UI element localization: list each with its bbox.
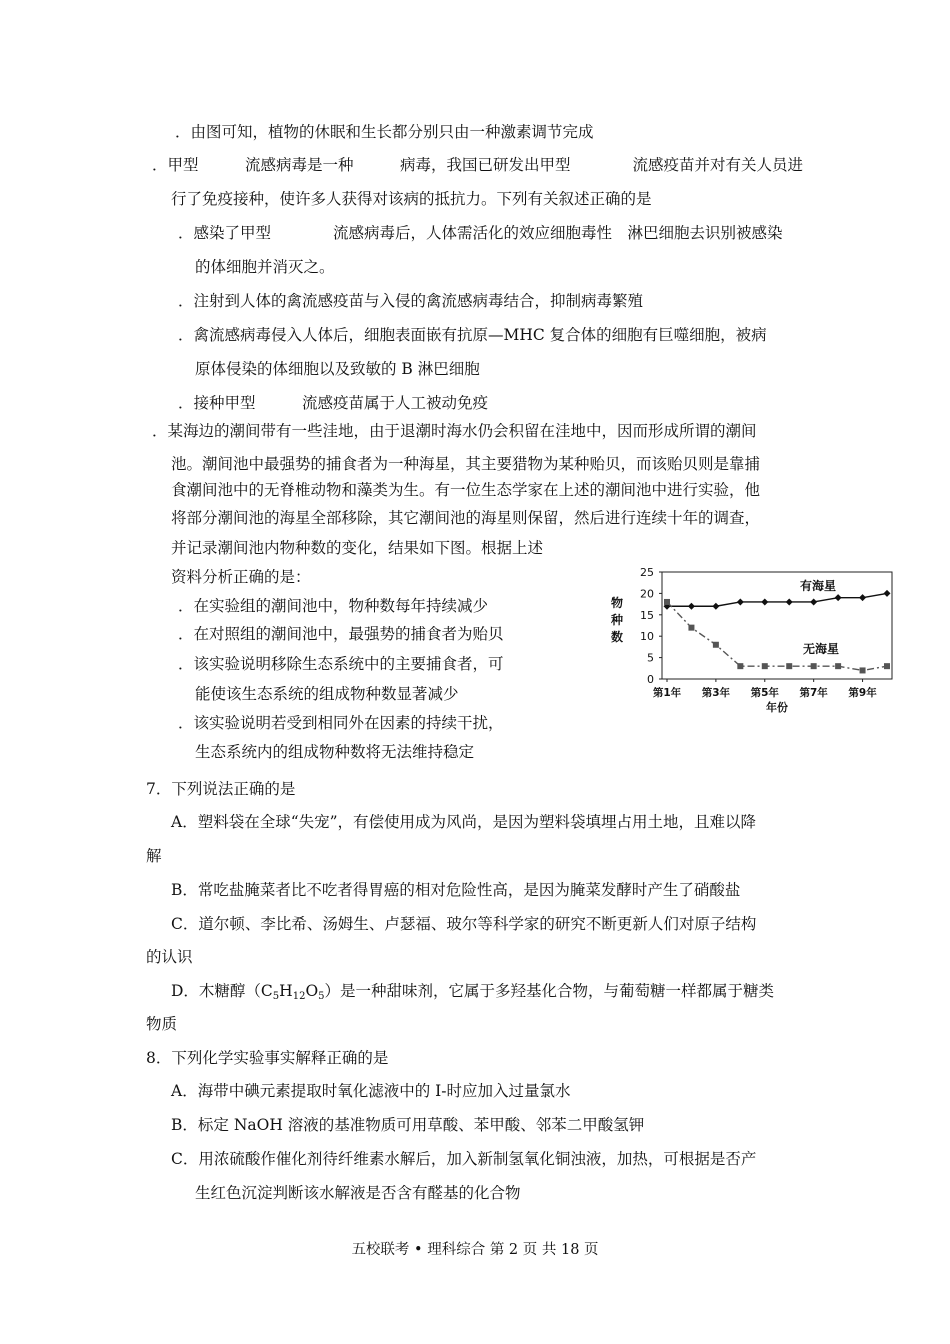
page-footer: 五校联考 • 理科综合 第 2 页 共 18 页 bbox=[351, 1242, 599, 1258]
q6-option-c-2: 能使该生态系统的组成物种数显著减少 bbox=[195, 685, 459, 703]
y-tick-label: 15 bbox=[640, 608, 654, 622]
q7-option-a-1: A．塑料袋在全球“失宠”，有偿使用成为风尚，是因为塑料袋填埋占用土地，且难以降 bbox=[171, 813, 757, 831]
data-point bbox=[859, 594, 866, 601]
x-tick-label: 第3年 bbox=[701, 687, 731, 699]
x-tick-label: 第1年 bbox=[652, 687, 682, 699]
q7-stem: 7．下列说法正确的是 bbox=[146, 780, 296, 798]
plot-frame bbox=[662, 572, 892, 679]
y-axis-label-char: 种 bbox=[610, 613, 624, 627]
series-line-0 bbox=[667, 593, 887, 606]
data-point bbox=[884, 590, 891, 597]
q6-option-d-2: 生态系统内的组成物种数将无法维持稳定 bbox=[195, 743, 475, 761]
q5-option-a-2: 的体细胞并消灭之。 bbox=[195, 258, 335, 276]
q6-option-a: ．在实验组的潮间池中，物种数每年持续减少 bbox=[178, 597, 489, 615]
q6-option-b: ．在对照组的潮间池中，最强势的捕食者为贻贝 bbox=[178, 625, 504, 643]
q6-stem-6: 资料分析正确的是： bbox=[171, 568, 311, 586]
q5-option-d: ．接种甲型 流感疫苗属于人工被动免疫 bbox=[178, 394, 489, 412]
data-point bbox=[761, 598, 768, 605]
q7-option-d-1 bbox=[171, 980, 774, 1002]
x-tick-label: 第5年 bbox=[750, 687, 779, 699]
q7-option-c-1: C．道尔顿、李比希、汤姆生、卢瑟福、玻尔等科学家的研究不断更新人们对原子结构 bbox=[171, 915, 757, 933]
data-point bbox=[712, 603, 719, 610]
data-point bbox=[835, 663, 841, 669]
series-label-0: 有海星 bbox=[800, 579, 837, 593]
y-axis-label-char: 物 bbox=[610, 596, 624, 610]
y-tick-label: 25 bbox=[640, 566, 654, 579]
q7-d-sub-c: 5 bbox=[272, 991, 280, 1002]
q6-option-c-1: ．该实验说明移除生态系统中的主要捕食者，可 bbox=[178, 655, 504, 673]
data-point bbox=[786, 598, 793, 605]
y-tick-label: 0 bbox=[647, 673, 654, 686]
species-line-chart bbox=[605, 563, 905, 723]
data-point bbox=[737, 663, 743, 669]
q7-option-c-2: 的认识 bbox=[146, 948, 193, 966]
data-point bbox=[713, 642, 719, 648]
data-point bbox=[786, 663, 792, 669]
q8-option-c-1: C．用浓硫酸作催化剂待纤维素水解后，加入新制氢氧化铜浊液，加热，可根据是否产 bbox=[171, 1150, 757, 1168]
y-tick-label: 10 bbox=[640, 630, 654, 644]
q7-d-sub-o: 5 bbox=[318, 991, 325, 1002]
q7-option-a-2: 解 bbox=[146, 847, 162, 865]
q8-option-b: B．标定 NaOH 溶液的基准物质可用草酸、苯甲酸、邻苯二甲酸氢钾 bbox=[171, 1116, 645, 1134]
y-tick-label: 20 bbox=[640, 587, 654, 601]
q5-option-c-2: 原体侵染的体细胞以及致敏的 B 淋巴细胞 bbox=[195, 360, 480, 378]
q5-option-b: ．注射到人体的禽流感疫苗与入侵的禽流感病毒结合，抑制病毒繁殖 bbox=[178, 292, 644, 310]
q6-option-d-1: ．该实验说明若受到相同外在因素的持续干扰， bbox=[178, 714, 504, 732]
data-point bbox=[835, 594, 842, 601]
q5-option-a-1: ．感染了甲型 流感病毒后，人体需活化的效应细胞毒性 淋巴细胞去识别被感染 bbox=[178, 224, 783, 242]
x-tick-label: 第9年 bbox=[848, 687, 877, 699]
data-point bbox=[688, 603, 695, 610]
q7-d-h: H bbox=[279, 982, 293, 1000]
q7-d-prefix: D．木糖醇（C bbox=[171, 982, 273, 1000]
line-plant-hormone: ．由图可知，植物的休眠和生长都分别只由一种激素调节完成 bbox=[175, 123, 594, 141]
q7-d-sub-h: 12 bbox=[292, 991, 306, 1002]
q5-option-c-1: ．禽流感病毒侵入人体后，细胞表面嵌有抗原—MHC 复合体的细胞有巨噬细胞，被病 bbox=[178, 326, 767, 344]
q5-stem-1: ．甲型 流感病毒是一种 病毒，我国已研发出甲型 流感疫苗并对有关人员进 bbox=[152, 156, 804, 174]
q5-stem-2: 行了免疫接种，使许多人获得对该病的抵抗力。下列有关叙述正确的是 bbox=[171, 190, 652, 208]
data-point bbox=[688, 625, 694, 631]
data-point bbox=[860, 667, 866, 673]
q7-option-d-2: 物质 bbox=[146, 1015, 178, 1033]
q8-stem: 8．下列化学实验事实解释正确的是 bbox=[146, 1049, 389, 1067]
y-axis-label-char: 数 bbox=[610, 630, 624, 644]
q8-option-c-2: 生红色沉淀判断该水解液是否含有醛基的化合物 bbox=[195, 1184, 521, 1202]
y-tick-label: 5 bbox=[647, 651, 654, 665]
q6-stem-1: ．某海边的潮间带有一些洼地，由于退潮时海水仍会积留在洼地中，因而形成所谓的潮间 bbox=[152, 422, 757, 440]
q6-stem-4: 将部分潮间池的海星全部移除，其它潮间池的海星则保留，然后进行连续十年的调查， bbox=[171, 509, 761, 527]
q7-option-b: B．常吃盐腌菜者比不吃者得胃癌的相对危险性高，是因为腌菜发酵时产生了硝酸盐 bbox=[171, 881, 741, 899]
x-tick-label: 第7年 bbox=[799, 687, 828, 699]
q7-d-o: O bbox=[305, 982, 319, 1000]
data-point bbox=[762, 663, 768, 669]
data-point bbox=[884, 663, 890, 669]
q7-d-rest: ）是一种甜味剂，它属于多羟基化合物，与葡萄糖一样都属于糖类 bbox=[324, 982, 775, 1000]
q6-stem-2: 池。潮间池中最强势的捕食者为一种海星，其主要猎物为某种贻贝，而该贻贝则是靠捕 bbox=[171, 455, 761, 473]
q6-stem-3: 食潮间池中的无脊椎动物和藻类为生。有一位生态学家在上述的潮间池中进行实验，他 bbox=[171, 481, 761, 499]
q8-option-a: A．海带中碘元素提取时氧化滤液中的 I-时应加入过量氯水 bbox=[171, 1082, 571, 1100]
series-line-1 bbox=[667, 602, 887, 670]
data-point bbox=[810, 598, 817, 605]
x-axis-label: 年份 bbox=[766, 701, 788, 714]
data-point bbox=[811, 663, 817, 669]
data-point bbox=[737, 598, 744, 605]
data-point bbox=[664, 599, 670, 605]
series-label-1: 无海星 bbox=[803, 642, 840, 656]
q6-stem-5: 并记录潮间池内物种数的变化，结果如下图。根据上述 bbox=[171, 539, 544, 557]
